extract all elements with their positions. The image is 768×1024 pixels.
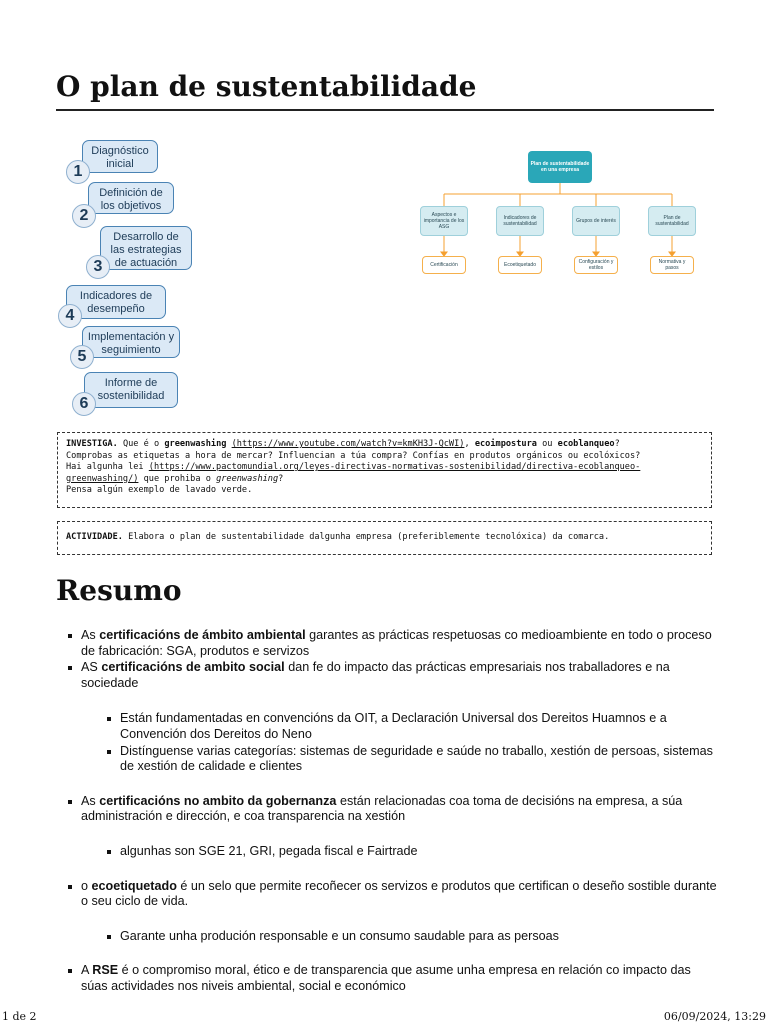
actividade-label: ACTIVIDADE. — [66, 532, 123, 542]
investiga-line-3 — [66, 462, 703, 485]
step-label: Definición de los objetivos — [99, 187, 163, 212]
item-text: garantes as prácticas respetuosas co medioambiente en todo o proceso de fabricación: SGA, produtos e servizos — [81, 628, 712, 658]
step-box-5 — [82, 326, 180, 358]
steps-diagram — [55, 136, 205, 418]
investiga-line-2: Comprobas as etiquetas a hora de mercar? Influencian a túa compra? Confías en produtos orgánicos ou ecolóxicos? — [66, 450, 641, 461]
list-item — [68, 879, 718, 910]
step-box-1 — [82, 140, 158, 173]
item-text: é un selo que permite recoñecer os servizos e produtos que certifican o deseño sostible durante o seu ciclo de vida. — [81, 878, 717, 909]
sub-list-item: algunhas son SGE 21, GRI, pegada fiscal e Fairtrade — [107, 844, 718, 860]
resumo-heading: Resumo — [56, 574, 182, 607]
tree-branch-node: Plan de sustentabilidad — [648, 206, 696, 236]
sub-list-item: Garante unha produción responsable e un consumo saudable para as persoas — [107, 929, 718, 945]
sustainability-tree-diagram — [418, 148, 703, 280]
step-box-3 — [100, 226, 192, 270]
tree-branch-node: Aspectos e importancia de los ASG — [420, 206, 468, 236]
step-number-2: 2 — [72, 204, 96, 228]
list-item — [68, 963, 718, 994]
investiga-text: ou — [542, 439, 553, 449]
page-number: 1 de 2 — [2, 1010, 37, 1023]
step-box-2 — [88, 182, 174, 214]
sub-list-item: Están fundamentadas en convencións da OIT, a Declaración Universal dos Dereitos Huamnos e a Convención dos Dereitos do Neno — [107, 711, 718, 742]
investiga-text: Hai algunha lei — [66, 462, 144, 473]
list-item — [68, 794, 718, 825]
step-label: Informe de sostenibilidad — [97, 377, 165, 402]
investiga-text: Que é o — [122, 439, 160, 449]
item-text: A — [81, 963, 89, 978]
item-text: As — [81, 793, 96, 808]
step-number-3: 3 — [86, 255, 110, 279]
item-bold: RSE — [92, 963, 119, 978]
step-number-4: 4 — [58, 304, 82, 328]
item-bold: certificacións de ambito social — [101, 660, 285, 675]
step-label: Diagnóstico inicial — [91, 145, 149, 170]
tree-leaf-node: Ecoetiquetado — [498, 256, 542, 274]
ecoimpostura-term: ecoimpostura — [474, 439, 537, 449]
ecoblanqueo-term: ecoblanqueo — [557, 439, 615, 449]
tree-branch-node: Indicadores de sustentabilidad — [496, 206, 544, 236]
investiga-text: que prohiba o — [138, 473, 211, 484]
tree-leaf-node: Certificación — [422, 256, 466, 274]
summary-list — [68, 628, 718, 995]
tree-branch-node: Grupos de interés — [572, 206, 620, 236]
actividade-box — [57, 521, 712, 555]
step-label: Indicadores de desempeño — [79, 290, 153, 315]
greenwashing-term: greenwashing — [164, 439, 227, 449]
list-item — [68, 628, 718, 659]
tree-leaf-node: Normativa y pasos — [650, 256, 694, 274]
step-number-6: 6 — [72, 392, 96, 416]
item-text: están relacionadas coa toma de decisións na empresa, a súa administración e dirección, e coa transparencia na xestión — [81, 793, 683, 824]
investiga-line-4: Pensa algún exemplo de lavado verde. — [66, 485, 253, 496]
investiga-box — [57, 432, 712, 508]
step-label: Implementación y seguimiento — [87, 331, 175, 356]
tree-root-node: Plan de sustentabilidade en una empresa — [528, 151, 592, 183]
sub-list-item: Distínguense varias categorías: sistemas de seguridade e saúde no traballo, xestión de persoas, sistemas de xestión de calidade e clientes — [107, 744, 718, 775]
list-item — [68, 660, 718, 691]
greenwashing-term: greenwashing — [216, 473, 279, 484]
item-text: o — [81, 878, 89, 893]
investiga-text: ? — [614, 439, 620, 449]
pactomundial-link[interactable]: (https://www.pactomundial.org/leyes-directivas-normativas-sostenibilidad/directiva-ecoblanqueo-greenwashing/) — [66, 462, 641, 484]
step-number-1: 1 — [66, 160, 90, 184]
investiga-text: , — [464, 439, 470, 449]
investiga-text: ? — [278, 473, 284, 484]
item-bold: ecoetiquetado — [91, 878, 177, 893]
step-label: Desarrollo de las estrategias de actuación — [110, 231, 182, 269]
investiga-label: INVESTIGA. — [66, 439, 118, 449]
item-text: As — [81, 628, 96, 642]
page-title: O plan de sustentabilidade — [56, 70, 714, 111]
youtube-link[interactable]: (https://www.youtube.com/watch?v=kmKH3J-QcWI) — [231, 439, 465, 449]
item-text: AS — [81, 660, 98, 675]
print-datetime: 06/09/2024, 13:29 — [663, 1010, 766, 1023]
tree-leaf-node: Configuración y estilos — [574, 256, 618, 274]
step-number-5: 5 — [70, 345, 94, 369]
item-bold: certificacións de ámbito ambiental — [99, 628, 306, 642]
actividade-text: Elabora o plan de sustentabilidade dalgunha empresa (preferiblemente tecnolóxica) da comarca. — [128, 532, 610, 542]
item-text: dan fe do impacto das prácticas empresariais nos traballadores e na sociedade — [81, 660, 670, 690]
investiga-line-1 — [66, 439, 703, 451]
item-bold: certificacións no ambito da gobernanza — [99, 793, 337, 808]
item-text: é o compromiso moral, ético e de transparencia que asume unha empresa en relación co impacto das súas actividades nos niveis ambiental, social e económico — [81, 963, 691, 993]
step-box-6 — [84, 372, 178, 408]
